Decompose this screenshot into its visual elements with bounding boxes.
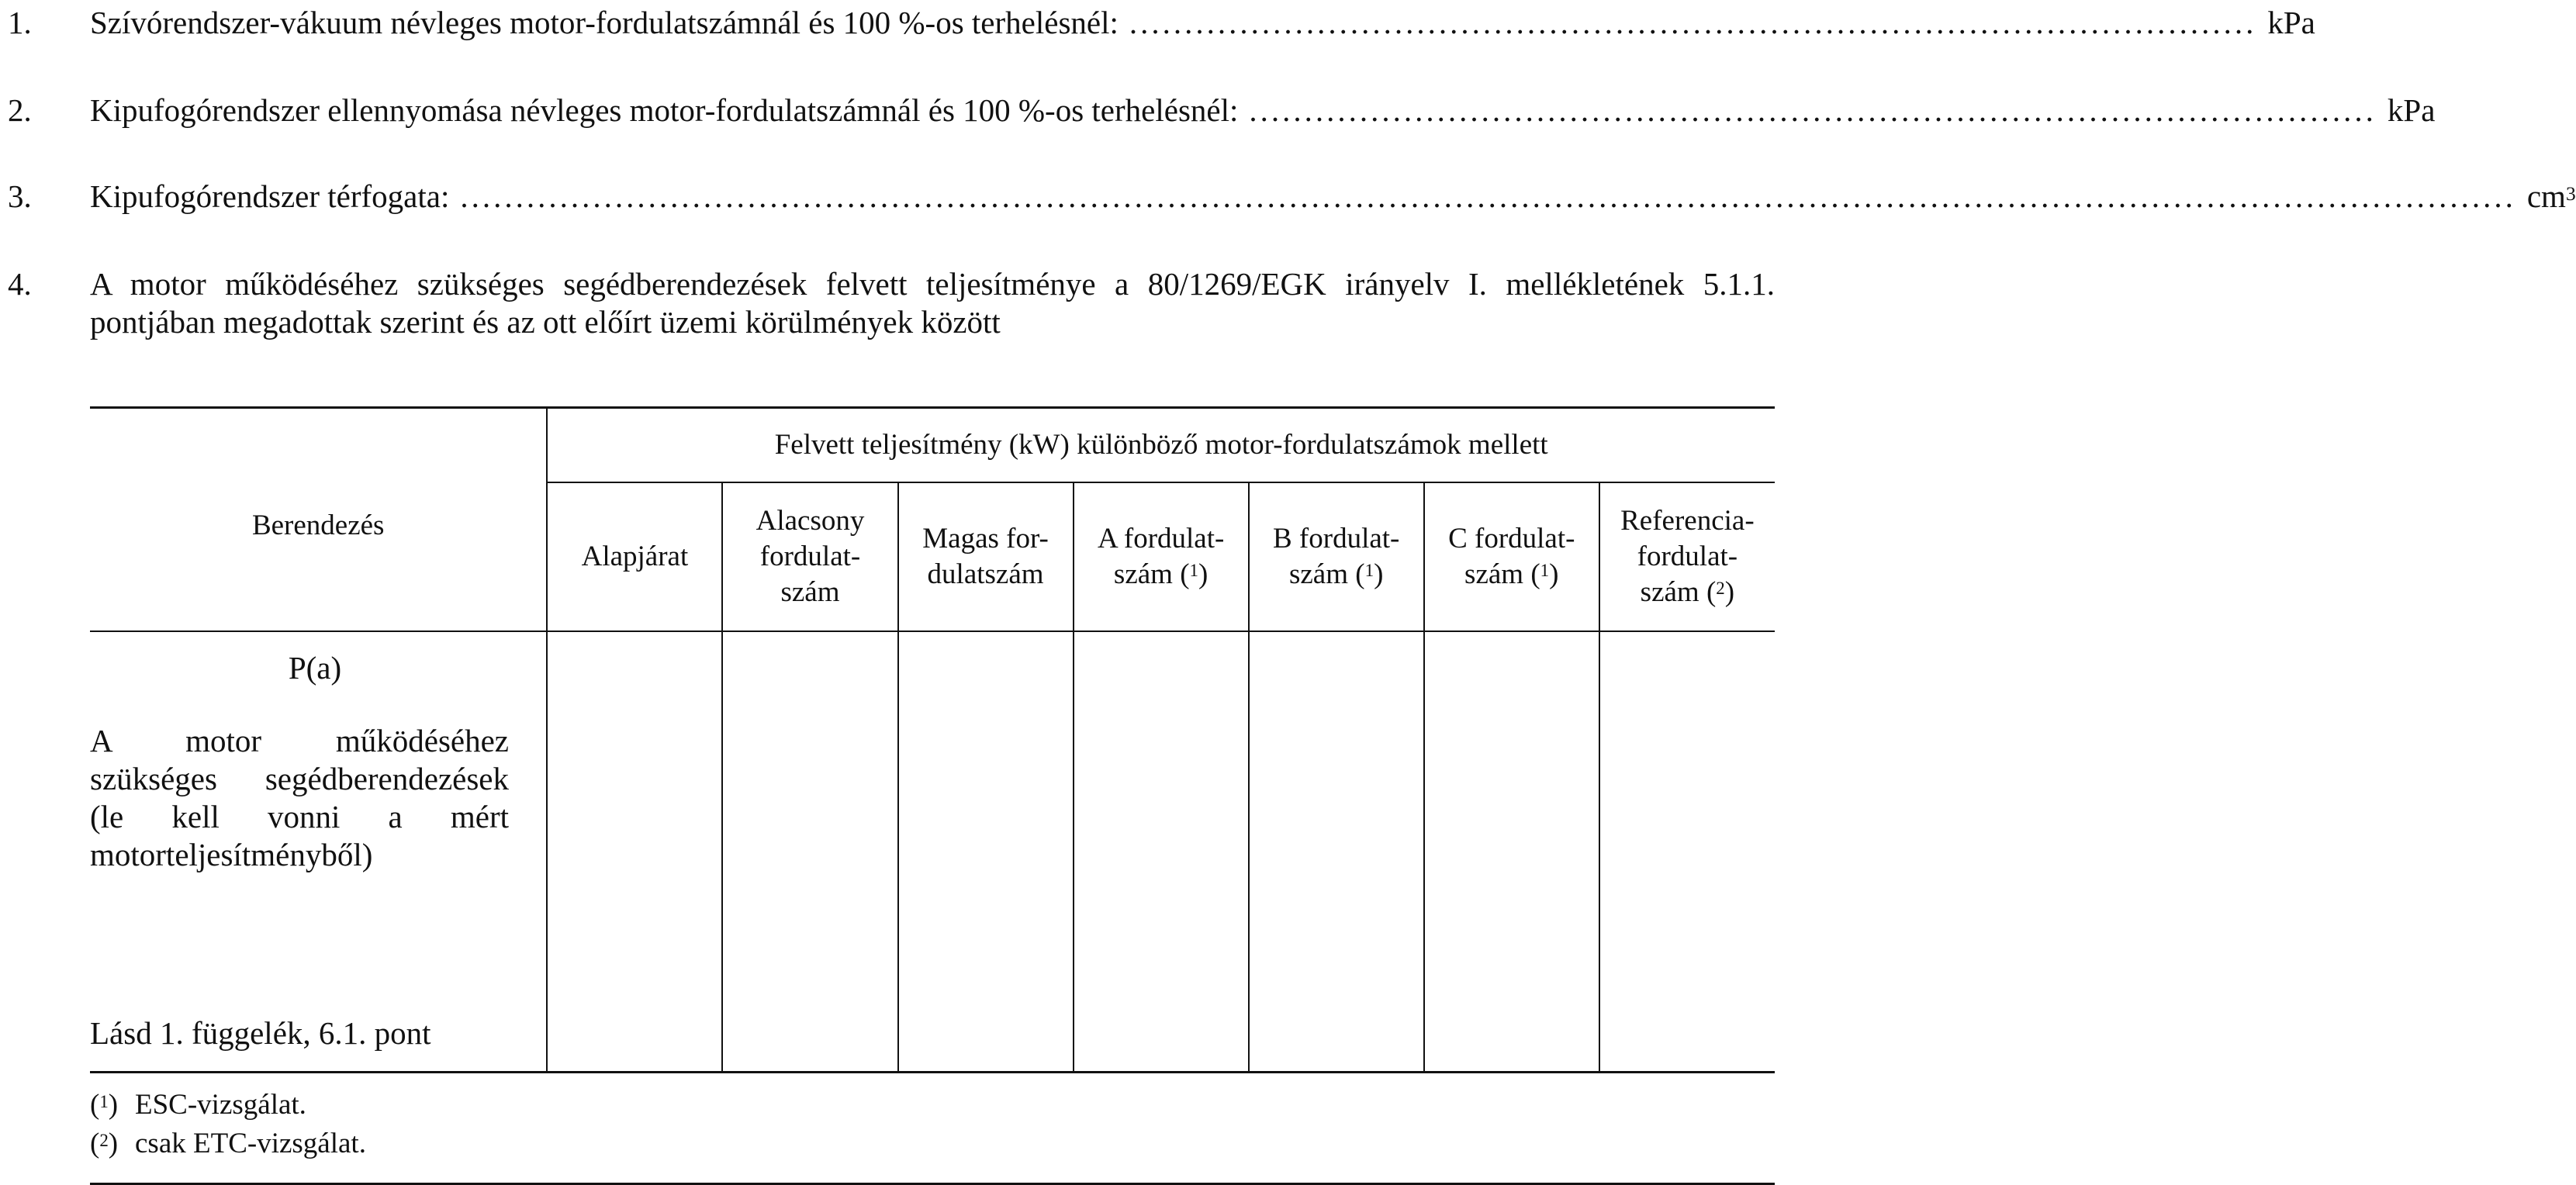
- value-cell-reference-speed: [1599, 631, 1775, 1073]
- item-number: 2.: [8, 92, 32, 128]
- unit-label: kPa: [2267, 5, 2315, 40]
- equipment-description: A motor működéséhez szükséges segédberendezések (le kell vonni a mért motorteljesítményből): [90, 722, 509, 872]
- footnote-marker: ($^2$): [90, 1128, 119, 1159]
- item-number: 3.: [8, 178, 32, 214]
- column-header-speed-c: C fordulat- szám ($^1$): [1424, 482, 1599, 631]
- item-number: 1.: [8, 5, 32, 40]
- dot-leader: ......................................................................................................: [1249, 92, 2377, 128]
- dot-leader: ......................................................................................................: [1129, 5, 2257, 40]
- item-number: 4.: [8, 266, 32, 302]
- footnote-text: csak ETC-vizsgálat.: [135, 1128, 366, 1159]
- footnote-text: ESC-vizsgálat.: [135, 1089, 306, 1121]
- item-label: Kipufogórendszer ellennyomása névleges motor-fordulatszámnál és 100 %-os terhelésnél:: [90, 92, 1239, 128]
- equipment-header: Berendezés: [90, 408, 547, 631]
- value-cell-high-speed: [898, 631, 1074, 1073]
- item-text: A motor működéséhez szükséges segédberendezések felvett teljesítménye a 80/1269/EGK irányelv I. mellékletének 5.1.1. pontjában megadottak szerint és az ott előírt üzemi körülmények között: [90, 266, 1775, 340]
- unit-label: kPa: [2387, 92, 2436, 128]
- power-group-header: Felvett teljesítmény (kW) különböző motor-fordulatszámok mellett: [547, 408, 1775, 482]
- footnote-1: [90, 1087, 306, 1123]
- symbol-label: P(a): [288, 649, 342, 686]
- value-cell-speed-a: [1074, 631, 1249, 1073]
- power-table: [90, 406, 1775, 1073]
- value-cell-speed-c: [1424, 631, 1599, 1073]
- column-header-idle: Alapjárat: [547, 482, 722, 631]
- equipment-cell: [90, 631, 547, 1073]
- column-header-low-speed: Alacsony fordulat- szám: [722, 482, 897, 631]
- item-label: Kipufogórendszer térfogata:: [90, 178, 450, 214]
- column-header-reference-speed: Referencia- fordulat- szám ($^2$): [1599, 482, 1775, 631]
- value-cell-low-speed: [722, 631, 897, 1073]
- column-header-speed-b: B fordulat- szám ($^1$): [1249, 482, 1424, 631]
- dot-leader: ..........................................................................................................................................................................................: [460, 178, 2516, 214]
- value-cell-idle: [547, 631, 722, 1073]
- item-label: Szívórendszer-vákuum névleges motor-fordulatszámnál és 100 %-os terhelésnél:: [90, 5, 1119, 40]
- unit-label: $cm^3$: [2526, 178, 2576, 214]
- unit-superscript: 3: [2565, 183, 2576, 206]
- footnote-2: [90, 1126, 366, 1162]
- value-cell-speed-b: [1249, 631, 1424, 1073]
- reference-note: Lásd 1. függelék, 6.1. pont: [90, 1014, 431, 1051]
- column-header-speed-a: A fordulat- szám ($^1$): [1074, 482, 1249, 631]
- column-header-high-speed: Magas for- dulatszám: [898, 482, 1074, 631]
- footnote-marker: ($^1$): [90, 1089, 119, 1121]
